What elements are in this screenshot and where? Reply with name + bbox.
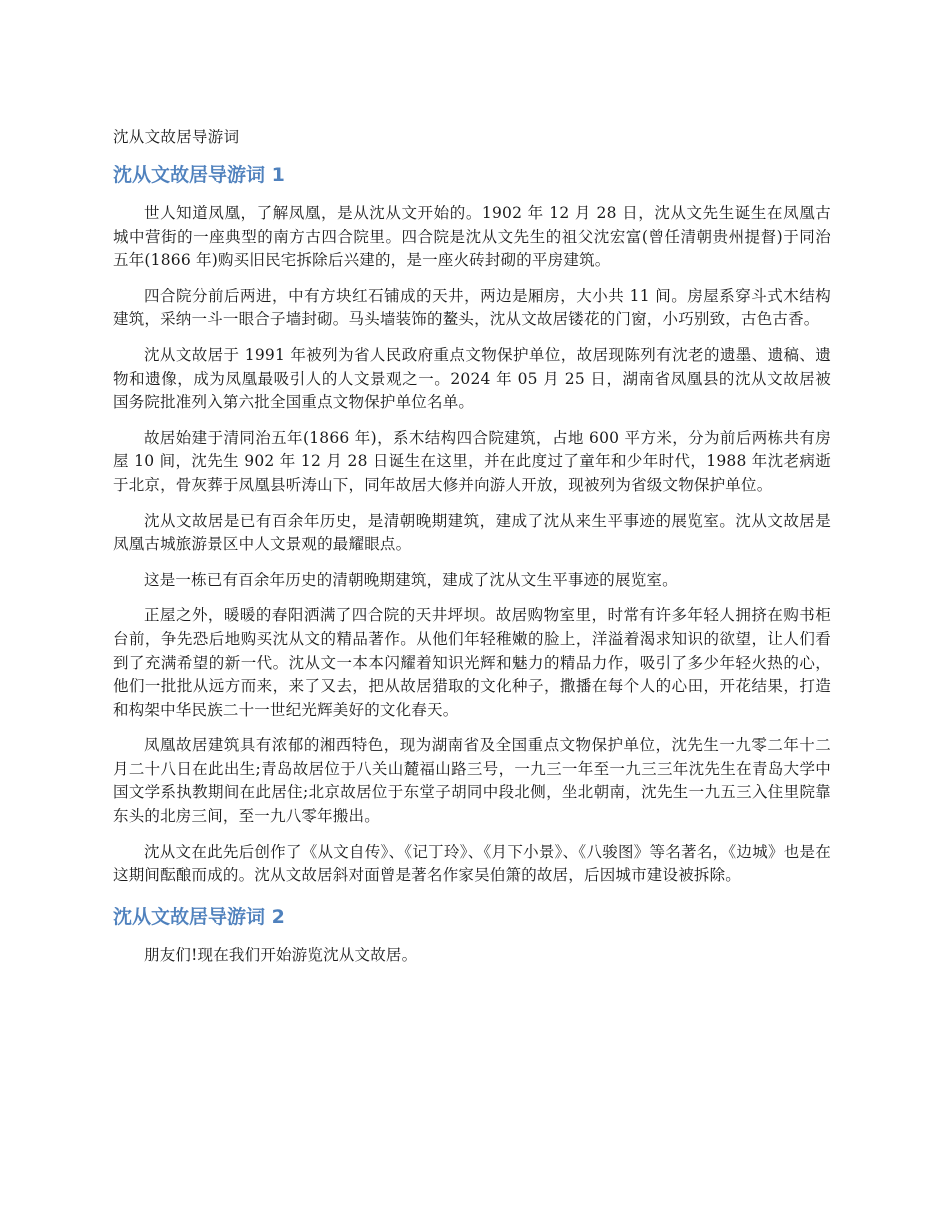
paragraph: 沈从文故居是已有百余年历史，是清朝晚期建筑，建成了沈从来生平事迹的展览室。沈从文故居是凤凰古城旅游景区中人文景观的最耀眼点。 [113,511,831,554]
document-title: 沈从文故居导游词 [113,128,240,146]
paragraph: 四合院分前后两进，中有方块红石铺成的天井，两边是厢房，大小共 11 间。房屋系穿斗式木结构建筑，采纳一斗一眼合子墙封砌。马头墙装饰的鳌头，沈从文故居镂花的门窗，小巧别致，古色古香。 [113,286,831,329]
paragraph: 沈从文在此先后创作了《从文自传》、《记丁玲》、《月下小景》、《八骏图》等名著名，《边城》也是在这期间酝酿而成的。沈从文故居斜对面曾是著名作家吴伯箫的故居，后因城市建设被拆除。 [113,842,831,885]
paragraph: 朋友们!现在我们开始游览沈从文故居。 [144,945,418,964]
paragraph: 正屋之外，暖暖的春阳洒满了四合院的天井坪坝。故居购物室里，时常有许多年轻人拥挤在购书柜台前，争先恐后地购买沈从文的精品著作。从他们年轻稚嫩的脸上，洋溢着渴求知识的欲望，让人们看到了充满希望的新一代。沈从文一本本闪耀着知识光辉和魅力的精品力作，吸引了多少年轻火热的心，他们一批批从远方而来，来了又去，把从故居猎取的文化种子，撒播在每个人的心田，开花结果，打造和构架中华民族二十一世纪光辉美好的文化春天。 [113,606,831,719]
section-heading-2: 沈从文故居导游词 2 [113,905,285,928]
paragraph: 世人知道凤凰，了解凤凰，是从沈从文开始的。1902 年 12 月 28 日，沈从文先生诞生在凤凰古城中营街的一座典型的南方古四合院里。四合院是沈从文先生的祖父沈宏富(曾任清朝贵州提督)于同治五年(1866 年)购买旧民宅拆除后兴建的，是一座火砖封砌的平房建筑。 [113,204,831,270]
document-page [113,126,831,979]
paragraph: 故居始建于清同治五年(1866 年)，系木结构四合院建筑，占地 600 平方米，分为前后两栋共有房屋 10 间，沈先生 902 年 12 月 28 日诞生在这里，并在此度过了童年和少年时代，1988 年沈老病逝于北京，骨灰葬于凤凰县听涛山下，同年故居大修并向游人开放，现被列为省级文物保护单位。 [113,428,831,494]
paragraph: 这是一栋已有百余年历史的清朝晚期建筑，建成了沈从文生平事迹的展览室。 [144,570,678,589]
paragraph: 凤凰故居建筑具有浓郁的湘西特色，现为湖南省及全国重点文物保护单位，沈先生一九零二年十二月二十八日在此出生;青岛故居位于八关山麓福山路三号，一九三一年至一九三三年沈先生在青岛大学中国文学系执教期间在此居住;北京故居位于东堂子胡同中段北侧，坐北朝南，沈先生一九五三入住里院靠东头的北房三间，至一九八零年搬出。 [113,736,831,826]
section-heading-1: 沈从文故居导游词 1 [113,164,285,186]
paragraph: 沈从文故居于 1991 年被列为省人民政府重点文物保护单位，故居现陈列有沈老的遗墨、遗稿、遗物和遗像，成为凤凰最吸引人的人文景观之一。2024 年 05 月 25 日，湖南省凤凰县的沈从文故居被国务院批准列入第六批全国重点文物保护单位名单。 [113,345,831,412]
